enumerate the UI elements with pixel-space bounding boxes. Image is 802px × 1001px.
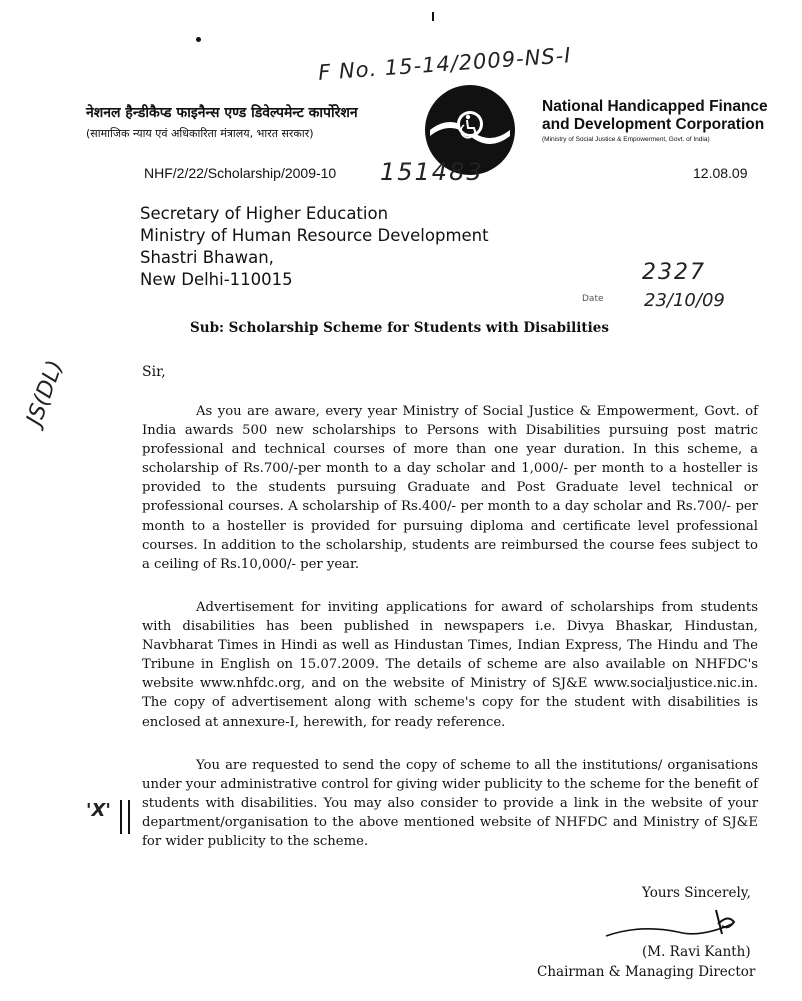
paragraph-text: You are requested to send the copy of scheme to all the institutions/ organisations under your administrative control for giving wider publicity to the scheme for the benefit of students with disabilities. You may also consider to provide a link in the website of your department/organisation to the above mentioned website of NHFDC and Ministry of SJ&E for wider publicity to the scheme. (142, 758, 758, 850)
scan-speck (196, 37, 201, 42)
reference-handwritten: 151483 (380, 158, 484, 186)
recipient-line: Secretary of Higher Education (140, 204, 389, 223)
body-paragraph-2 (142, 598, 758, 732)
org-name-line2: and Development Corporation (542, 116, 765, 133)
signatory-title: Chairman & Managing Director (537, 964, 756, 980)
salutation: Sir, (142, 364, 166, 380)
signature (600, 904, 750, 944)
receipt-number: 2327 (642, 260, 706, 285)
body-paragraph-1 (142, 402, 758, 574)
margin-bracket-mark (120, 800, 130, 834)
reference-number: NHF/2/22/Scholarship/2009-10 (144, 165, 337, 181)
recipient-line: Ministry of Human Resource Development (140, 226, 489, 245)
org-name-hindi: नेशनल हैन्डीकैप्ड फाइनैन्स एण्ड डिवेल्पमेन्ट कार्पोरेशन (86, 105, 358, 121)
recipient-line: New Delhi-110015 (140, 270, 293, 289)
file-number-annotation: F No. 15-14/2009-NS-I (317, 43, 573, 85)
receipt-date-label: Date (582, 294, 604, 304)
paragraph-text: Advertisement for inviting applications for award of scholarships from students with disabilities has been published in newspapers i.e. Divya Bhaskar, Hindustan, Navbharat Times in Hindi as well as Hindustan Times, Indian Express, The Hindu and The Tribune in English on 15.07.2009. The details of scheme are also available on NHFDC's website www.nhfdc.org, and on the website of Ministry of SJ&E www.socialjustice.nic.in. The copy of advertisement along with scheme's copy for the student with disabilities is enclosed at annexure-I, herewith, for ready reference. (142, 600, 758, 730)
org-ministry-hindi: (सामाजिक न्याय एवं अधिकारिता मंत्रालय, भारत सरकार) (86, 127, 314, 140)
letter-date: 12.08.09 (693, 165, 748, 181)
paragraph-text: As you are aware, every year Ministry of Social Justice & Empowerment, Govt. of India awards 500 new scholarships to Persons with Disabilities pursuing post matric professional and technical courses of more than one year duration. In this scheme, a scholarship of Rs.700/-per month to a day scholar and 1,000/- per month to a hosteller is provided to the students pursuing Graduate and Post Graduate level technical or professional courses. A scholarship of Rs.400/- per month to a day scholar and Rs.700/- per month to a hosteller is provided for pursuing diploma and certificate level professional courses. In addition to the scholarship, students are reimbursed the course fees subject to a ceiling of Rs.10,000/- per year. (142, 404, 758, 572)
signatory-name: (M. Ravi Kanth) (642, 944, 751, 960)
org-name-english (542, 98, 768, 134)
recipient-address (140, 203, 489, 291)
recipient-line: Shastri Bhawan, (140, 248, 274, 267)
org-name-line1: National Handicapped Finance (542, 98, 768, 115)
body-paragraph-3 (142, 756, 758, 851)
scan-speck (432, 12, 434, 21)
signature-scribble-icon (600, 904, 750, 944)
margin-note: JS(DL) (22, 357, 69, 429)
margin-mark: 'X' (86, 800, 111, 821)
receipt-date: 23/10/09 (644, 290, 725, 311)
closing: Yours Sincerely, (642, 885, 751, 901)
org-ministry-english: (Ministry of Social Justice & Empowerment, Govt. of India) (542, 136, 710, 143)
letter-subject: Sub: Scholarship Scheme for Students with Disabilities (190, 320, 609, 336)
receipt-stamp (582, 246, 782, 316)
